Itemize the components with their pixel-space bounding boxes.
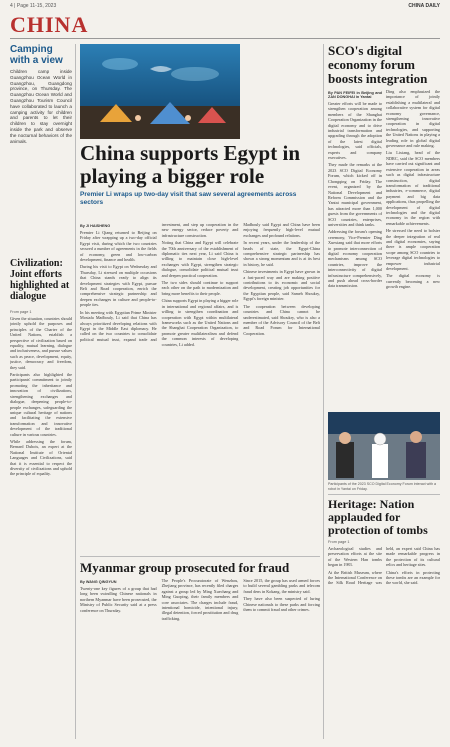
sco-title: SCO's digital economy forum boosts integration [328,44,428,86]
sco-story [328,44,440,429]
egypt-story-headline [80,142,320,220]
civilization-paragraph: Participants also highlighted the participants' commitment to jointly promoting the inheritance and innovation of civilizations, strengthening exchanges and dialogue, deepening people-to-people exchanges, safeguarding the unique cultural heritage of nations and facilitating the extensive transformation and innovative development of the traditional culture in various countries. [10,372,72,437]
camping-body: Children camp inside Guangzhou Ocean World in Guangzhou, Guangdong province, on Thursday. The Guangzhou Ocean World and Guangzhou Tourism Council have collaborated to launch a camping activity for children and parents to let their children to stay overnight inside the park and observe the nocturnal behaviors of the animals. [10,69,72,144]
sco-byline: By PAN FEIFEI in Beijing and ZAN DONGHAI in Yantai [328,91,382,99]
sco-photo-caption: Participants of the 2023 SCO Digital Economy Forum interact with a robot in Yantai on Friday. [328,482,437,491]
civilization-body [10,316,72,477]
heritage-paragraph: Archaeological studies and preservation efforts at the site of the Western Han tombs began in 1983. [328,546,382,568]
heritage-paragraph: China's efforts in protecting these tombs are an example for the world, she said. [386,569,440,586]
sco-paragraph: Greater efforts will be made to strengthen cooperation among members of the Shanghai Cooperation Organization in the digital economy and to drive industrial transformation and upgrading through the adoption of the latest digital technologies, said officials, experts and company executives. [328,101,382,161]
egypt-paragraph: In recent years, under the leadership of the heads of state, the Egypt-China comprehensive strategic partnership has shown a strong momentum and is at its best in history, he said. [243,240,320,267]
civilization-story [10,258,72,738]
myanmar-byline: By WANG QINGYUN [80,580,117,584]
camping-title: Camping with a view [10,44,63,66]
civilization-from: From page 1 [10,310,32,314]
egypt-paragraph: In his meeting with Egyptian Prime Minister Mostafa Madbouly, Li said that China has always prioritized developing relations with Egypt in the Middle East diplomacy. He called on the two countries to consolidate political mutual trust, expand trade and investment, and step up cooperation in the new energy sector, reduce poverty and infrastructure construction. [80,222,239,342]
page-header [10,0,440,40]
civilization-title: Civilization: Joint efforts highlighted at dialogue [10,258,70,302]
myanmar-story [80,560,320,740]
issue-date: 4 | Page 11-15, 2023 [10,3,57,9]
forum-robot-photo [328,412,440,480]
egypt-paragraph: China supports Egypt in playing a bigger role in international and regional affairs, and is willing to strengthen coordination and cooperation with Egypt within multilateral frameworks such as the United Nations and the Shanghai Cooperation Organization, to promote greater multilateralism and defend the common interests of developing countries, Li added. [161,298,239,347]
myanmar-body [80,578,320,738]
sco-paragraph: Addressing the forum's opening ceremony, Vice-Premier Ding Xuexiang said that more efforts to promote interconnection of digital economy cooperation mechanisms among SCO countries, improve the interconnectivity of digital infrastructure comprehensively, and push ahead cross-border data transmission. [328,229,382,289]
sco-paragraph: Ding also emphasized the importance of jointly establishing a multilateral and collaborative system for digital economy governance, strengthening innovative cooperation in digital technologies, and supporting the United Nations in playing a leading role in global digital governance and rule making. [386,89,440,149]
egypt-paragraph: During his visit to Egypt on Wednesday and Thursday, Li stressed on multiple occasions that China stands ready to align its development strategies with Egypt, pursue Belt and Road cooperation, enrich the comprehensive strategic partnership and deepen exchanges in culture and people-to-people ties. [80,264,157,308]
column-divider [75,44,76,739]
civilization-paragraph: While addressing the forum, Bernard Dubois, an expert at the National Institute of Oriental Languages and Civilizations, said that it is essential to respect the diversity of civilizations and uphold the principle of equality. [10,438,72,477]
sco-paragraph: Liu Lixiang, head of the NDRC, said the SCO members have carried out significant and extensive cooperation in areas such as digital infrastructure construction, digital transformation of traditional industries, e-commerce, digital payment and big data applications, thus propelling the development of digital technologies and the digital economy in the region with remarkable achievements. [386,150,440,226]
column-divider [323,44,324,739]
egypt-deck: Premier Li wraps up two-day visit that saw several agreements across sectors [80,191,297,206]
sco-paragraph: The digital economy is currently becoming a new growth engine. [386,273,440,290]
heritage-paragraph: At the British Museum, where the International Conference on the Silk Road Heritage was held, an expert said China has made remarkable progress in the protection of its cultural relics and heritage sites. [328,546,440,586]
heritage-title: Heritage: Nation applauded for protection of tombs [328,498,428,537]
section-divider [328,494,440,495]
publication-name: CHINA DAILY [408,3,440,9]
sco-paragraph: He stressed the need to bolster the deeper integration of real and digital economies, saying there is ample cooperation scope among SCO countries to leverage digital technologies to empower industrial development. [386,228,440,271]
myanmar-paragraph: Since 2015, the group has used armed forces to build several gambling parks and telecom fraud dens in Kokang, the ministry said. [243,578,320,594]
egypt-title: China supports Egypt in playing a bigger role [80,142,300,188]
egypt-story-body [80,222,320,552]
header-rule [10,38,440,39]
myanmar-title: Myanmar group prosecuted for fraud [80,560,290,575]
egypt-paragraph: The two sides should continue to support each other on the path to modernization and bring more benefits to their people. [161,280,239,296]
myanmar-paragraph: Twenty-one key figures of a group that had long been swindling Chinese nationals in northern Myanmar have been prosecuted, the Ministry of Public Security said at a press conference on Thursday. [80,586,157,613]
myanmar-paragraph: The People's Procuratorate of Wenzhou, Zhejiang province, has recently filed charges against a group led by Ming Xuechang and Ming Guoping, their family members and core associates. The charges include fraud, intentional homicide, intentional injury, illegal detention, forced prostitution and drug trafficking. [161,578,239,621]
egypt-paragraph: Madbouly said Egypt and China have been enjoying frequently high-level mutual exchanges and profound relations. [243,222,320,238]
civilization-paragraph: Given the situation, countries should jointly uphold the purposes and principles of the Charter of the United Nations, establish a perspective of civilization based on equality, mutual learning, dialogue and inclusiveness, and pursue values such as peace, development, equity, justice, democracy and freedom, they said. [10,316,72,370]
egypt-paragraph: Noting that China and Egypt will celebrate the 70th anniversary of the establishment of diplomatic ties next year, Li said China is willing to maintain close high-level exchanges with Egypt, strengthen strategic dialogue, consolidate political mutual trust and deepen practical cooperation. [161,240,239,278]
heritage-story [328,498,440,740]
camping-story [10,44,72,254]
egypt-paragraph: Chinese investments in Egypt have grown in a fast-paced way and are making positive contributions to its economic and social development, creating job opportunities for the Egyptian people, said Sameh Shoukry, Egypt's foreign minister. [243,269,320,302]
myanmar-paragraph: They have also been suspected of luring Chinese nationals to these parks and forcing them to commit fraud and other crimes. [243,596,320,613]
egypt-paragraph: The cooperation between developing countries and China cannot be underestimated, said Shoukry, who is also a member of the Advisory Council of the Belt and Road Forum for International Cooperation. [243,303,320,336]
section-title: CHINA [10,12,89,37]
sco-body [328,89,440,409]
egypt-byline: By JI HAISHENG [80,224,111,228]
section-divider [80,556,320,557]
heritage-from: From page 1 [328,540,350,544]
heritage-body [328,546,440,736]
sco-paragraph: They made the remarks at the 2023 SCO Digital Economy Forum, which kicked off in Chongqing on Friday. The event, organized by the National Development and Reform Commission and the Yantai municipal government, has attracted more than 1,000 guests from the governments of SCO countries, enterprises, universities and think tanks. [328,162,382,227]
egypt-paragraph: Premier Li Qiang returned to Beijing on Friday after wrapping up a two-day official Egypt visit, during which the two countries secured a number of agreements in the fields of economy, green and low-carbon development, finance and health. [80,230,157,263]
children-camping-photo [80,44,240,139]
